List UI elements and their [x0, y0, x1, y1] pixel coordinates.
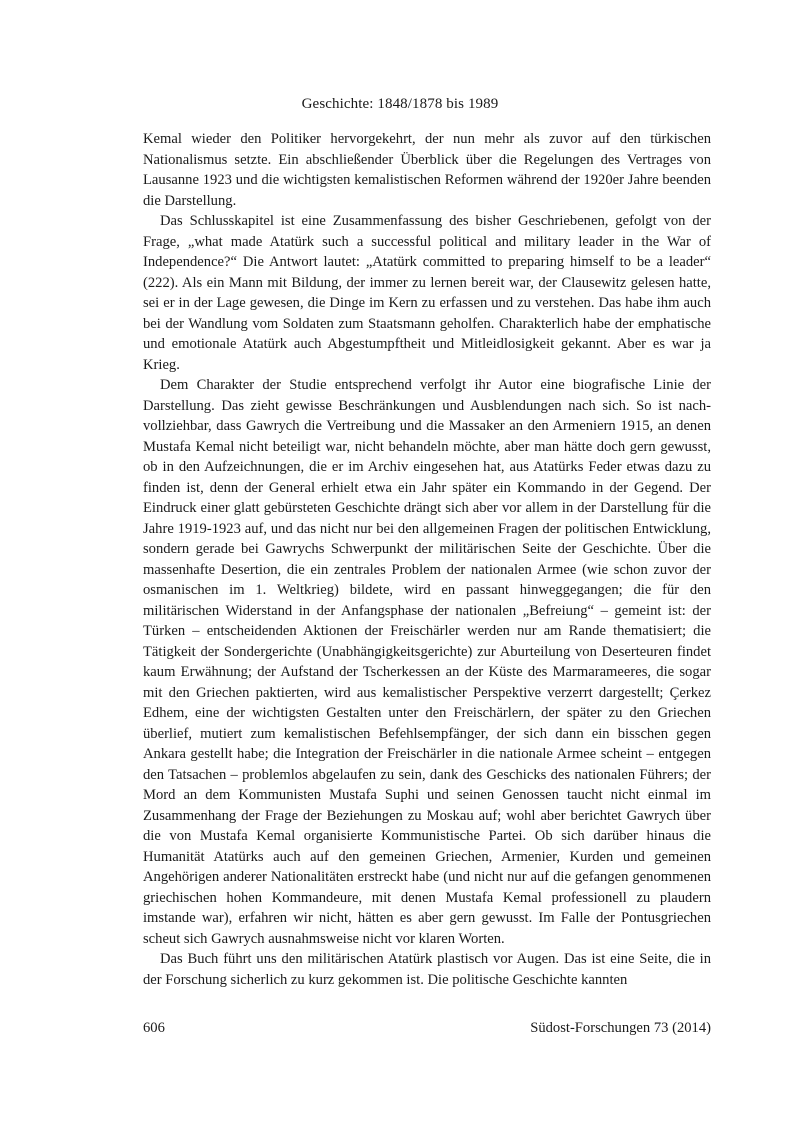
running-head: Geschichte: 1848/1878 bis 1989: [301, 96, 499, 112]
journal-citation: Südost-Forschungen 73 (2014): [530, 1020, 711, 1036]
body-text: [143, 129, 711, 990]
paragraph-4: Das Buch führt uns den militärischen Atatürk plastisch vor Augen. Das ist eine Seite, die in der Forschung sicherlich zu kurz gekommen ist. Die politische Geschichte kannten: [143, 951, 711, 988]
page-number: 606: [143, 1020, 165, 1036]
paragraph-3: Dem Charakter der Studie entsprechend verfolgt ihr Autor eine biografische Linie der Darstellung. Das zieht gewisse Beschränkungen und Ausblendungen nach sich. So ist nachvollziehbar, dass Gawrych die Vertreibung und die Massaker an den Armeniern 1915, an denen Mustafa Kemal nicht beteiligt war, nicht behandeln möchte, aber man hätte doch gern gewusst, ob in den Aufzeichnungen, die er im Archiv eingesehen hat, aus Atatürks Feder etwas dazu zu finden ist, denn der General erhielt etwa ein Jahr später ein Kommando in der Gegend. Der Eindruck einer glatt gebürsteten Geschichte drängt sich aber vor allem in der Darstellung für die Jahre 1919-1923 auf, und das nicht nur bei den allgemeinen Fragen der politischen Entwicklung, sondern gerade bei Gawrychs Schwerpunkt der militärischen Seite der Geschichte. Über die massenhafte Desertion, die ein zentrales Problem der nationalen Armee (wie schon zuvor der osmanischen im 1. Weltkrieg) bildete, wird en passant hinweggegangen; die für den militärischen Widerstand in der Anfangsphase der nationalen „Befreiung“ – gemeint ist: der Türken – entscheidenden Aktionen der Freischärler werden nur am Rande thematisiert; die Tätigkeit der Sondergerichte (Unabhängigkeitsgerichte) zur Aburteilung von Deserteuren findet kaum Erwähnung; der Aufstand der Tscherkessen an der Küste des Marmarameeres, die sogar mit den Griechen paktierten, wird aus kemalistischer Perspektive verzerrt dargestellt; Çerkez Edhem, eine der wichtigsten Gestalten unter den Freischärlern, der später zu den Griechen überlief, mutiert zum kemalistischen Befehlsempfänger, der sich dann ein bisschen gegen Ankara gestellt habe; die Integration der Freischärler in die nationale Armee scheint – entgegen den Tatsachen – problemlos abgelaufen zu sein, dank des Geschicks des nationalen Führers; der Mord an dem Kommunisten Mustafa Suphi und seinen Genossen taucht nicht einmal im Zusammenhang der Frage der Beziehungen zu Moskau auf; wohl aber berichtet Gawrych über die von Mustafa Kemal organisierte Kommunistische Partei. Ob sich darüber hinaus die Humanität Atatürks auch auf den gemeinen Griechen, Armenier, Kurden und gemeinen Angehörigen anderer Nationalitäten erstreckt habe (und nicht nur auf die gefangen genommenen griechischen hohen Kommandeure, mit denen Mustafa Kemal professionell zu plaudern imstande war), erfahren wir nicht, hätten es aber gern gewusst. Im Falle der Pontusgriechen scheut sich Gawrych ausnahmsweise nicht vor klaren Worten.: [143, 377, 711, 947]
paragraph-1: Kemal wieder den Politiker hervorgekehrt, der nun mehr als zuvor auf den türkischen Nationalismus setzte. Ein abschließender Überblick über die Regelungen des Vertrages von Lausanne 1923 und die wichtigsten kemalistischen Reformen während der 1920er Jahre beenden die Darstellung.: [143, 131, 711, 209]
paragraph-2: Das Schlusskapitel ist eine Zusammenfassung des bisher Geschriebenen, gefolgt von der Frage, „what made Atatürk such a successful political and military leader in the War of Independence?“ Die Antwort lautet: „Atatürk committed to preparing himself to be a leader“ (222). Als ein Mann mit Bildung, der immer zu lernen bereit war, der Clausewitz gelesen hatte, sei er in der Lage gewesen, die Dinge im Kern zu erfassen und zu verstehen. Das habe ihm auch bei der Wandlung vom Soldaten zum Staatsmann geholfen. Charakterlich habe der emphatische und emotionale Atatürk auch Abgestumpftheit und Mitleidlosigkeit gekannt. Aber es war ja Krieg.: [143, 213, 711, 373]
